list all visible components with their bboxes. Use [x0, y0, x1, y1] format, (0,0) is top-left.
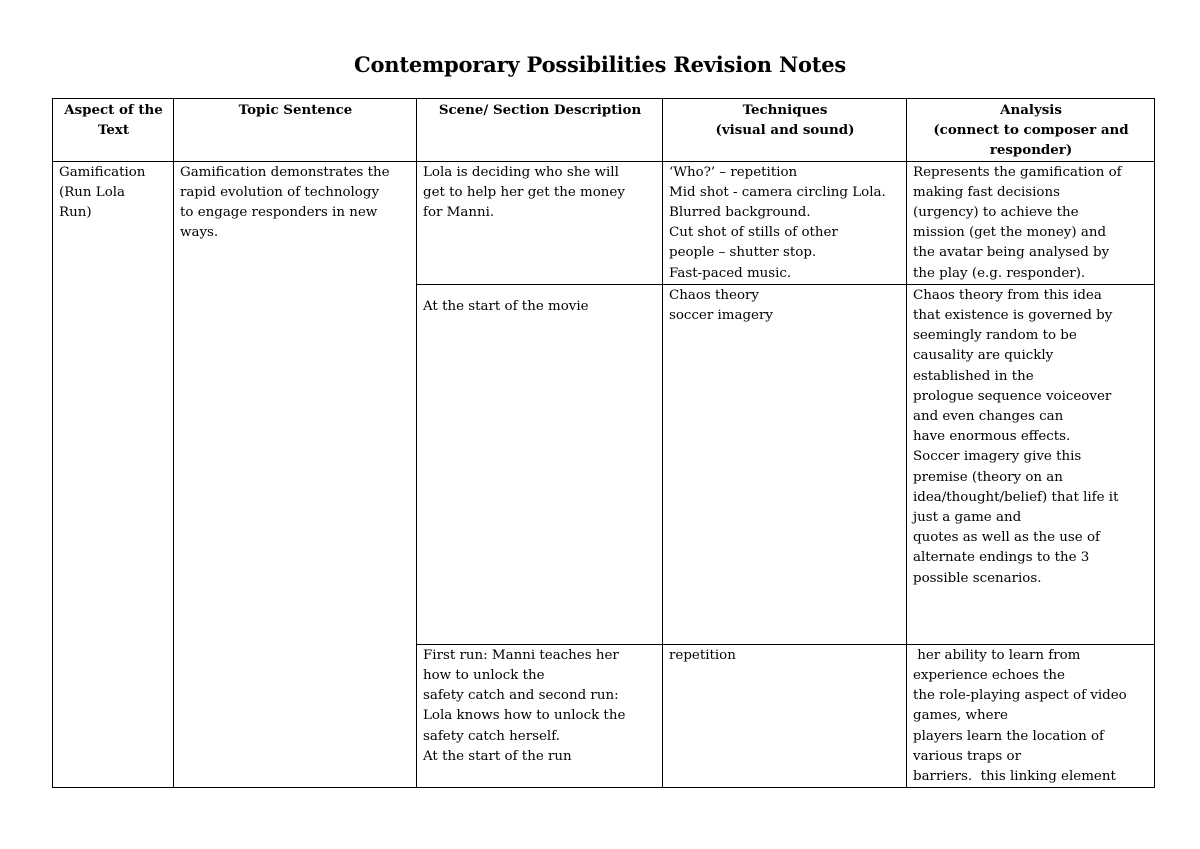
header-techniques: [663, 99, 907, 162]
cell-line: the role-playing aspect of video: [913, 688, 1127, 704]
cell-line: alternate endings to the 3: [913, 550, 1090, 566]
table-row: [53, 161, 1155, 284]
scene-cell: [417, 644, 663, 787]
cell-line: ways.: [180, 225, 219, 241]
cell-line: rapid evolution of technology: [180, 184, 380, 200]
analysis-cell: [907, 161, 1155, 284]
cell-line: quotes as well as the use of: [913, 530, 1101, 546]
cell-line: Soccer imagery give this: [913, 449, 1082, 465]
cell-line: games, where: [913, 708, 1008, 724]
cell-line: possible scenarios.: [913, 570, 1042, 586]
header-scene: [417, 99, 663, 162]
header-line: Topic Sentence: [238, 102, 353, 118]
techniques-cell: [663, 644, 907, 787]
cell-line: get to help her get the money: [423, 184, 625, 200]
cell-line: Cut shot of stills of other: [669, 225, 838, 241]
cell-line: Run): [59, 205, 92, 221]
cell-line: established in the: [913, 368, 1034, 384]
header-line: (connect to composer and: [933, 122, 1129, 139]
cell-line: Blurred background.: [669, 205, 811, 221]
cell-line: First run: Manni teaches her: [423, 647, 619, 663]
analysis-cell: [907, 644, 1155, 787]
cell-line: Fast-paced music.: [669, 265, 792, 281]
cell-line: prologue sequence voiceover: [913, 388, 1112, 404]
cell-line: how to unlock the: [423, 668, 545, 684]
cell-line: ‘Who?’ – repetition: [669, 164, 798, 180]
cell-line: her ability to learn from: [913, 647, 1081, 663]
cell-line: the avatar being analysed by: [913, 245, 1110, 261]
cell-line: various traps or: [913, 748, 1021, 764]
cell-line: have enormous effects.: [913, 429, 1071, 445]
cell-line: to engage responders in new: [180, 205, 378, 221]
cell-line: barriers. this linking element: [913, 769, 1116, 785]
header-topic: [174, 99, 417, 162]
header-line: Analysis: [1000, 102, 1062, 118]
topic-sentence-cell: [174, 161, 417, 788]
cell-line: Lola knows how to unlock the: [423, 708, 626, 724]
header-analysis: [907, 99, 1155, 162]
cell-line: safety catch and second run:: [423, 688, 619, 704]
cell-line: Chaos theory: [669, 287, 760, 303]
cell-line: (urgency) to achieve the: [913, 205, 1079, 221]
analysis-cell: [907, 284, 1155, 644]
cell-line: Chaos theory from this idea: [913, 287, 1102, 303]
cell-line: players learn the location of: [913, 728, 1104, 744]
cell-line: seemingly random to be: [913, 328, 1077, 344]
revision-notes-table: [52, 98, 1155, 788]
cell-line: people – shutter stop.: [669, 245, 817, 261]
header-line: Aspect of the: [64, 102, 163, 118]
cell-line: Represents the gamification of: [913, 164, 1122, 180]
cell-line: At the start of the movie: [423, 298, 589, 314]
cell-line: soccer imagery: [669, 308, 773, 324]
cell-line: idea/thought/belief) that life it: [913, 489, 1119, 505]
header-line: Scene/ Section Description: [438, 102, 642, 118]
cell-line: At the start of the run: [423, 748, 572, 764]
header-aspect: [53, 99, 174, 162]
header-line: responder): [989, 142, 1073, 159]
cell-line: Gamification: [59, 164, 146, 180]
cell-line: the play (e.g. responder).: [913, 265, 1086, 281]
aspect-cell: [53, 161, 174, 788]
cell-line: for Manni.: [423, 205, 495, 221]
header-line: Text: [97, 122, 130, 139]
techniques-cell: [663, 161, 907, 284]
cell-line: experience echoes the: [913, 668, 1065, 684]
scene-cell: [417, 284, 663, 644]
document-title: Contemporary Possibilities Revision Notes: [353, 52, 847, 77]
scene-cell: [417, 161, 663, 284]
cell-line: making fast decisions: [913, 184, 1060, 200]
header-row: [53, 99, 1155, 162]
cell-line: and even changes can: [913, 409, 1064, 425]
cell-line: Gamification demonstrates the: [180, 164, 390, 180]
cell-line: mission (get the money) and: [913, 225, 1107, 241]
cell-line: that existence is governed by: [913, 308, 1113, 324]
cell-line: repetition: [669, 647, 736, 663]
cell-line: safety catch herself.: [423, 728, 560, 744]
header-line: Techniques: [742, 102, 828, 118]
cell-line: Mid shot - camera circling Lola.: [669, 184, 886, 200]
cell-line: premise (theory on an: [913, 469, 1063, 485]
cell-line: (Run Lola: [59, 184, 126, 200]
cell-line: just a game and: [913, 510, 1022, 526]
techniques-cell: [663, 284, 907, 644]
header-line: (visual and sound): [715, 122, 855, 139]
cell-line: Lola is deciding who she will: [423, 164, 619, 180]
cell-line: causality are quickly: [913, 348, 1054, 364]
